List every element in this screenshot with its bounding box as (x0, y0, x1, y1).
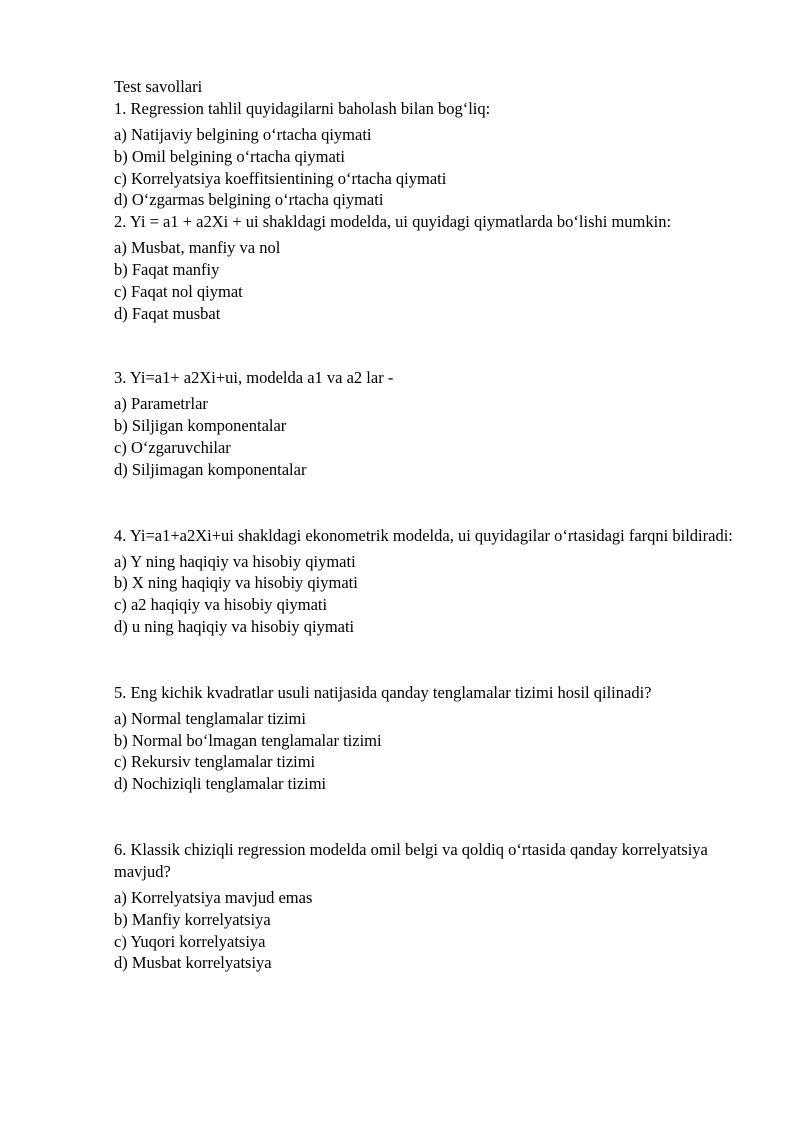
answer-options (114, 887, 754, 974)
question-3 (114, 367, 754, 480)
answer-options (114, 124, 754, 211)
answer-option: a) Y ning haqiqiy va hisobiy qiymati (114, 551, 356, 571)
answer-option: c) Faqat nol qiymat (114, 281, 243, 301)
spacer (114, 795, 754, 839)
answer-option: d) Nochiziqli tenglamalar tizimi (114, 774, 327, 794)
answer-option: b) X ning haqiqiy va hisobiy qiymati (114, 573, 358, 593)
answer-option: d) O‘zgarmas belgining o‘rtacha qiymati (114, 190, 384, 210)
answer-option: a) Korrelyatsiya mavjud emas (114, 887, 313, 907)
answer-option: c) a2 haqiqiy va hisobiy qiymati (114, 595, 328, 615)
answer-option: a) Musbat, manfiy va nol (114, 238, 281, 258)
answer-option: a) Natijaviy belgining o‘rtacha qiymati (114, 125, 372, 144)
document-page (114, 76, 754, 974)
question-5 (114, 682, 754, 795)
answer-option: d) Siljimagan komponentalar (114, 459, 307, 479)
question-2 (114, 211, 754, 324)
question-text: 3. Yi=a1+ a2Xi+ui, modelda a1 va a2 lar - (114, 368, 394, 388)
question-text: 2. Yi = a1 + a2Xi + ui shakldagi modelda, ui quyidagi qiymatlarda bo‘lishi mumkin: (114, 212, 672, 232)
question-text: 4. Yi=a1+a2Xi+ui shakldagi ekonometrik modelda, ui quyidagilar o‘rtasidagi farqni bildiradi: (114, 525, 733, 545)
question-text: 6. Klassik chiziqli regression modelda omil belgi va qoldiq o‘rtasida qanday korrelyatsiya mavjud? (114, 839, 708, 881)
answer-option: c) Yuqori korrelyatsiya (114, 931, 266, 951)
answer-option: b) Normal bo‘lmagan tenglamalar tizimi (114, 730, 382, 750)
answer-option: b) Siljigan komponentalar (114, 416, 287, 436)
document-title: Test savollari (114, 77, 203, 96)
spacer (114, 481, 754, 525)
question-6 (114, 839, 754, 974)
answer-option: a) Normal tenglamalar tizimi (114, 708, 306, 728)
answer-option: b) Manfiy korrelyatsiya (114, 909, 271, 929)
answer-option: d) Musbat korrelyatsiya (114, 953, 272, 973)
answer-options (114, 393, 754, 480)
answer-options (114, 708, 754, 795)
question-1 (114, 98, 754, 211)
question-4 (114, 525, 754, 638)
question-text: 1. Regression tahlil quyidagilarni baholash bilan bog‘liq: (114, 99, 491, 118)
answer-options (114, 551, 754, 638)
answer-option: c) O‘zgaruvchilar (114, 437, 231, 457)
answer-options (114, 237, 754, 324)
spacer (114, 324, 754, 367)
answer-option: d) Faqat musbat (114, 303, 221, 323)
answer-option: d) u ning haqiqiy va hisobiy qiymati (114, 616, 355, 636)
answer-option: c) Korrelyatsiya koeffitsientining o‘rtacha qiymati (114, 168, 447, 188)
question-text: 5. Eng kichik kvadratlar usuli natijasida qanday tenglamalar tizimi hosil qilinadi? (114, 682, 652, 702)
spacer (114, 638, 754, 682)
answer-option: b) Faqat manfiy (114, 259, 220, 279)
answer-option: b) Omil belgining o‘rtacha qiymati (114, 146, 345, 166)
answer-option: a) Parametrlar (114, 394, 208, 414)
answer-option: c) Rekursiv tenglamalar tizimi (114, 752, 316, 772)
